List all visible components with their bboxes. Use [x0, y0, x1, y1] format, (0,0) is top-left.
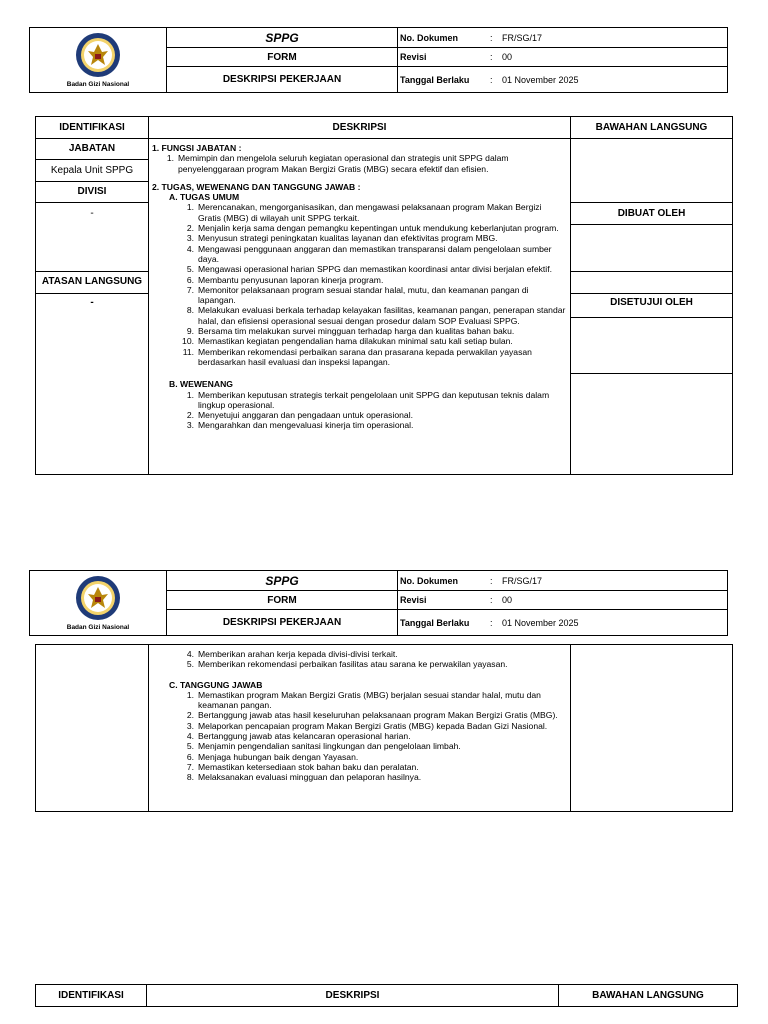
list-item-text: Mengawasi penggunaan anggaran dan memastikan transparansi dalam pengelolaan sumber daya.: [198, 243, 552, 264]
disetujui-label: DISETUJUI OLEH: [610, 297, 693, 308]
tanggung-jawab-list: [152, 690, 566, 783]
subsection-tanggung-jawab: C. TANGGUNG JAWAB: [169, 679, 263, 690]
list-item-number: 9.: [186, 326, 194, 337]
bgn-logo-icon: [75, 32, 121, 78]
list-item-text: Memastikan program Makan Bergizi Gratis (MBG) berjalan sesuai standar halal, mutu dan keamanan pangan.: [198, 689, 541, 711]
document-header: [29, 27, 728, 93]
list-item-number: 6.: [186, 751, 194, 762]
doc-no-value: FR/SG/17: [502, 575, 543, 586]
list-item-text: Menyusun strategi peningkatan kualitas layanan dan efektivitas program MBG.: [198, 233, 498, 244]
list-item: [178, 264, 566, 274]
date-label: Tanggal Berlaku: [400, 617, 470, 628]
doc-no-label: No. Dokumen: [400, 575, 459, 586]
list-item-number: 3.: [186, 720, 194, 731]
list-item: [178, 244, 566, 265]
date-value: 01 November 2025: [502, 617, 579, 628]
list-item: [182, 741, 566, 751]
list-item-number: 2.: [186, 410, 194, 421]
list-item-number: 4.: [186, 731, 194, 742]
logo-cell: [30, 28, 167, 92]
list-item: [182, 752, 566, 762]
doc-title: SPPG: [167, 571, 398, 591]
tugas-umum-list: [152, 202, 566, 367]
list-item-number: 10.: [182, 336, 194, 347]
list-item-text: Menyetujui anggaran dan pengadaan untuk operasional.: [198, 410, 414, 421]
jabatan-value: Kepala Unit SPPG: [50, 165, 134, 176]
doc-title: SPPG: [167, 28, 398, 48]
list-item-text: Memberikan keputusan strategis terkait pengelolaan unit SPPG dan keputusan teknis dalam lingkup operasional.: [198, 389, 550, 410]
list-item-number: 6.: [186, 274, 194, 285]
list-item-number: 3.: [186, 233, 194, 244]
document-header-page2: [29, 570, 728, 636]
colon: :: [490, 74, 493, 85]
list-item-text: Bersama tim melakukan survei mingguan terhadap harga dan kualitas bahan baku.: [198, 326, 515, 337]
rev-value: 00: [502, 595, 513, 605]
list-item-text: Memonitor pelaksanaan program sesuai standar halal, mutu, dan keamanan pangan di lapangan.: [198, 284, 529, 306]
atasan-value: -: [90, 297, 94, 308]
list-item-text: Melaporkan pencapaian program Makan Bergizi Gratis (MBG) kepada Badan Gizi Nasional.: [198, 720, 548, 731]
doc-no-value: FR/SG/17: [502, 32, 543, 43]
list-item: [178, 275, 566, 285]
org-caption: Badan Gizi Nasional: [66, 624, 130, 631]
list-item-number: 4.: [186, 649, 194, 659]
list-item-number: 4.: [186, 243, 194, 254]
list-item: [182, 420, 566, 430]
list-item-number: 1.: [166, 153, 174, 164]
list-item-number: 5.: [186, 264, 194, 275]
list-item: [178, 223, 566, 233]
list-item: [182, 772, 566, 782]
list-item-text: Merencanakan, mengorganisasikan, dan mengawasi pelaksanaan program Makan Bergizi Gratis (MBG) di wilayah unit SPPG terkait.: [198, 202, 542, 223]
list-item-number: 2.: [186, 223, 194, 234]
list-item: [178, 233, 566, 243]
list-item-text: Menjalin kerja sama dengan pemangku kepentingan untuk mendukung keberlanjutan program.: [198, 223, 559, 234]
col-identifikasi: IDENTIFIKASI: [59, 122, 125, 133]
list-item-text: Memberikan rekomendasi perbaikan sarana dan prasarana kepada perwakilan yayasan berdasarkan hasil evaluasi dan inspeksi lapangan.: [198, 346, 532, 367]
divisi-label: DIVISI: [77, 186, 107, 197]
doc-no-row: [398, 28, 727, 48]
list-item-text: Mengawasi operasional harian SPPG dan memastikan koordinasi antar divisi berjalan efektif.: [198, 264, 552, 275]
list-item: [182, 659, 566, 669]
colon: :: [490, 52, 493, 62]
list-item-text: Memberikan rekomendasi perbaikan fasilitas atau sarana ke perwakilan yayasan.: [198, 659, 508, 670]
bgn-logo-icon: [75, 575, 121, 621]
doc-no-label: No. Dokumen: [400, 32, 459, 43]
jabatan-label: JABATAN: [68, 143, 116, 154]
col-deskripsi: DESKRIPSI: [332, 122, 387, 133]
logo-cell: [30, 571, 167, 635]
list-item-text: Bertanggung jawab atas hasil keseluruhan pelaksanaan program Makan Bergizi Gratis (MBG).: [198, 710, 558, 721]
list-item: [178, 347, 566, 368]
list-item: [182, 649, 566, 659]
subsection-tugas-umum: A. TUGAS UMUM: [169, 192, 240, 203]
colon: :: [490, 32, 493, 43]
job-description-table-page3: [35, 984, 738, 1007]
description-content-cont: [152, 649, 566, 783]
list-item-number: 3.: [186, 420, 194, 431]
list-item-text: Menjaga hubungan baik dengan Yayasan.: [198, 751, 359, 762]
date-label: Tanggal Berlaku: [400, 74, 470, 85]
fungsi-list: [152, 153, 566, 174]
col-bawahan: BAWAHAN LANGSUNG: [595, 122, 708, 133]
list-item-text: Mengarahkan dan mengevaluasi kinerja tim operasional.: [198, 420, 414, 431]
list-item-text: Melaksanakan evaluasi mingguan dan pelaporan hasilnya.: [198, 772, 422, 783]
col-bawahan: BAWAHAN LANGSUNG: [592, 990, 704, 1001]
date-row: [398, 610, 727, 635]
rev-row: [398, 591, 727, 610]
list-item-number: 7.: [186, 284, 194, 295]
dibuat-label: DIBUAT OLEH: [617, 208, 686, 219]
list-item: [182, 390, 566, 411]
wewenang-list: [152, 390, 566, 431]
doc-no-row: [398, 571, 727, 591]
list-item: [178, 202, 566, 223]
list-item-text: Membantu penyusunan laporan kinerja program.: [198, 274, 384, 285]
list-item: [178, 336, 566, 346]
colon: :: [490, 595, 493, 605]
date-row: [398, 67, 727, 92]
list-item-number: 1.: [186, 389, 194, 400]
col-deskripsi: DESKRIPSI: [325, 990, 380, 1001]
list-item-text: Memberikan arahan kerja kepada divisi-divisi terkait.: [198, 649, 398, 659]
subsection-wewenang: B. WEWENANG: [169, 379, 233, 390]
description-content: [152, 143, 566, 431]
list-item-number: 11.: [182, 346, 194, 357]
form-label: FORM: [167, 591, 398, 610]
list-item: [182, 762, 566, 772]
rev-label: Revisi: [400, 52, 427, 62]
wewenang-list-cont: [152, 649, 566, 670]
list-item: [182, 690, 566, 711]
atasan-label: ATASAN LANGSUNG: [41, 276, 143, 287]
colon: :: [490, 617, 493, 628]
rev-label: Revisi: [400, 595, 427, 605]
list-item-number: 8.: [186, 772, 194, 783]
list-item-number: 5.: [186, 659, 194, 670]
list-item-text: Memastikan ketersediaan stok bahan baku dan peralatan.: [198, 761, 419, 772]
list-item-number: 8.: [186, 305, 194, 316]
list-item-number: 1.: [186, 689, 194, 700]
list-item-number: 5.: [186, 741, 194, 752]
org-caption: Badan Gizi Nasional: [66, 81, 130, 88]
list-item-text: Memimpin dan mengelola seluruh kegiatan operasional dan strategis unit SPPG dalam penyelenggaraan program Makan Bergizi Gratis (MBG) secara efektif dan efisien.: [178, 153, 509, 174]
list-item-text: Bertanggung jawab atas kelancaran operasional harian.: [198, 731, 411, 742]
list-item: [178, 326, 566, 336]
date-value: 01 November 2025: [502, 74, 579, 85]
rev-value: 00: [502, 52, 513, 62]
form-label: FORM: [167, 48, 398, 67]
doc-type: DESKRIPSI PEKERJAAN: [167, 67, 398, 92]
list-item-number: 1.: [186, 202, 194, 213]
job-description-table-cont: [35, 644, 733, 812]
list-item: [182, 731, 566, 741]
section-fungsi-title: 1. FUNGSI JABATAN :: [152, 143, 242, 153]
colon: :: [490, 575, 493, 586]
doc-type: DESKRIPSI PEKERJAAN: [167, 610, 398, 635]
list-item-text: Memastikan kegiatan pengendalian hama dilakukan minimal satu kali setiap bulan.: [198, 336, 513, 347]
list-item: [178, 305, 566, 326]
list-item-number: 7.: [186, 761, 194, 772]
section-tugas-title: 2. TUGAS, WEWENANG DAN TANGGUNG JAWAB :: [152, 181, 361, 192]
list-item: [182, 710, 566, 720]
list-item-text: Menjamin pengendalian sanitasi lingkungan dan pengelolaan limbah.: [198, 741, 461, 752]
list-item: [182, 410, 566, 420]
rev-row: [398, 48, 727, 67]
job-description-table: [35, 116, 733, 475]
list-item-number: 2.: [186, 710, 194, 721]
col-identifikasi: IDENTIFIKASI: [58, 990, 124, 1001]
divisi-value: -: [90, 208, 94, 219]
list-item: [182, 721, 566, 731]
list-item: [164, 153, 566, 174]
list-item: [178, 285, 566, 306]
list-item-text: Melakukan evaluasi berkala terhadap kelayakan fasilitas, keamanan pangan, penerapan standar halal, dan efisiensi operasional sesuai dengan prosedur dalam SOP Evaluasi SPPG.: [198, 305, 566, 326]
